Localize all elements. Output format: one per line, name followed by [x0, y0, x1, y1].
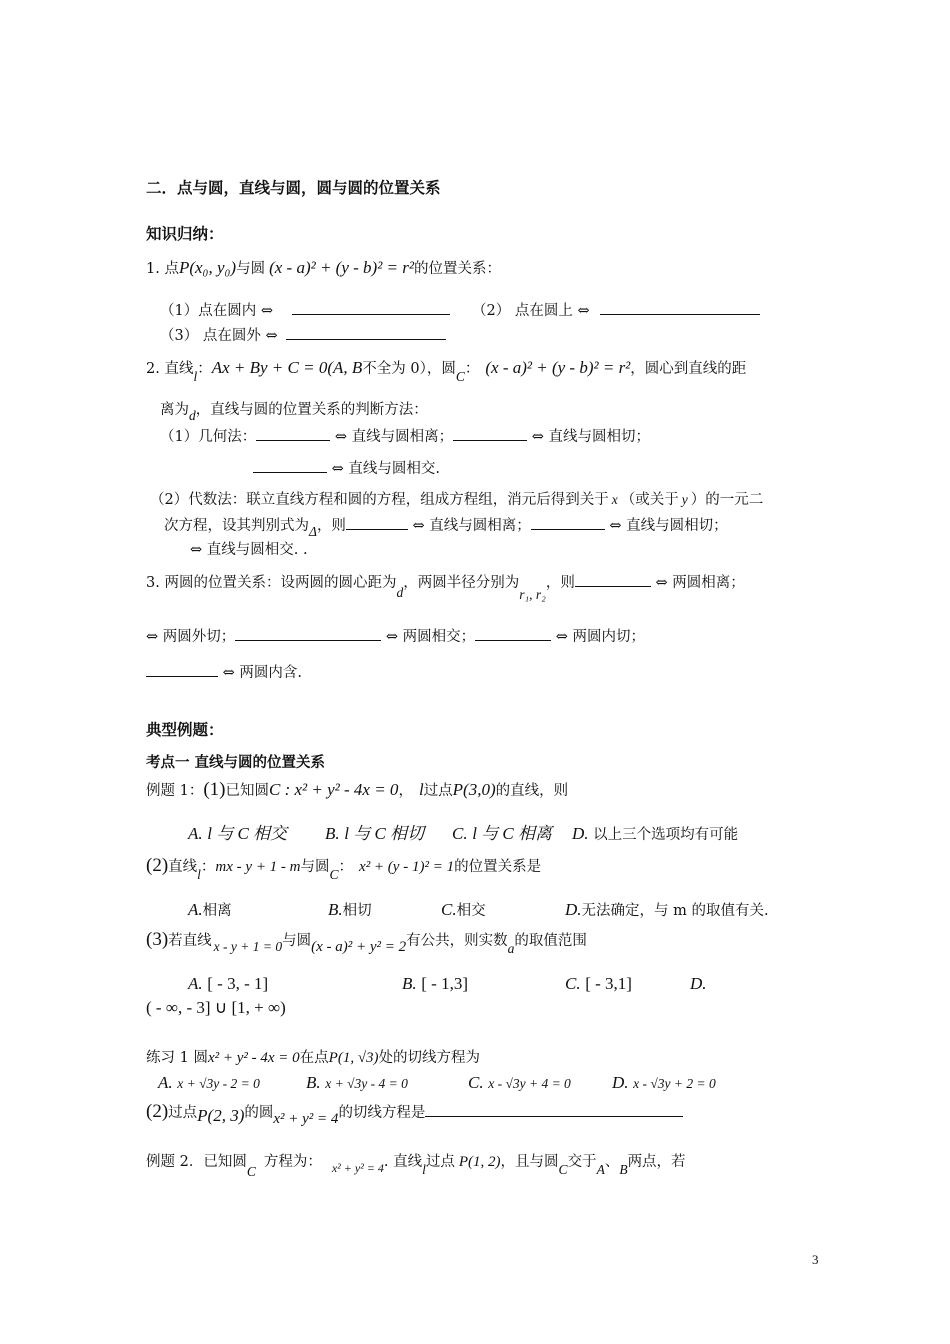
ex1-3-opt-c-text: [ - 3,1]	[585, 974, 632, 993]
prac1-opt-a-text: x + √3y - 2 = 0	[177, 1076, 260, 1091]
ex1-2-opt-c-text: 相交	[456, 903, 486, 919]
ex1-point: P(3,0)	[452, 780, 496, 799]
alg-y: y	[681, 492, 688, 507]
item3-blank-far	[575, 572, 651, 587]
item1-point: P(x₀, y₀)	[178, 258, 237, 277]
ex1-3-c: 有公共，则实数	[406, 933, 508, 949]
item1-prefix: 1. 点	[146, 261, 179, 277]
item3-cross: ⇔ 两圆相交；	[385, 629, 476, 645]
topic1-heading: 考点一 直线与圆的位置关系	[146, 755, 326, 771]
item2-circle-eq: (x - a)² + (y - b)² = r²	[485, 358, 631, 377]
ex2-B: B	[619, 1162, 628, 1177]
ex1-3-opt-b[interactable]	[402, 974, 468, 995]
ex1-l: l	[418, 780, 424, 799]
ex2-line	[146, 1152, 686, 1179]
alg-sep: ⇔ 直线与圆相离；	[412, 518, 531, 534]
ex1-opt-c-text: l 与 C 相离	[472, 824, 553, 843]
ex1-3-opt-b-label: B.	[402, 974, 417, 993]
alg-line2	[164, 515, 728, 539]
ex1-2-opt-c[interactable]	[441, 900, 486, 921]
ex2-b: 方程为：	[263, 1154, 322, 1170]
prac1-circle: x² + y² - 4x = 0	[207, 1050, 300, 1066]
ex1-opt-a[interactable]	[188, 824, 287, 845]
item2-line1	[146, 358, 747, 384]
item2-line2a: 离为	[160, 402, 189, 418]
alg-x: x	[611, 492, 618, 507]
ex1-2-opt-a-label: A.	[188, 900, 203, 919]
ex2-d: . 直线	[383, 1154, 423, 1170]
ex1-3-line-eq: x - y + 1 = 0	[213, 939, 283, 954]
ex1-2-c: C	[329, 867, 339, 882]
item3-blank-contain	[146, 662, 218, 677]
ex2-c2: C	[558, 1162, 568, 1177]
ex1-2-colon: ：	[200, 859, 216, 875]
item2-not-all-zero: 不全为 0），圆	[362, 361, 456, 377]
ex1-2-opt-a-text: 相离	[202, 903, 232, 919]
ex2-c: C	[246, 1164, 256, 1179]
ex1-2-l: l	[197, 867, 201, 882]
ex1-opt-a-label: A.	[188, 824, 203, 843]
ex2-circle: x² + y² = 4	[331, 1161, 384, 1175]
ex1-2-circle: x² + (y - 1)² = 1	[359, 859, 455, 875]
ex1-3-opt-c[interactable]	[565, 974, 632, 995]
ex1-opt-d-text: 以上三个选项均有可能	[593, 827, 739, 843]
ex1-label: 例题 1：	[146, 783, 204, 799]
item3-far: ⇔ 两圆相离；	[655, 575, 745, 591]
item3-r: r₁, r₂	[519, 587, 546, 602]
prac1-2-b: 的圆	[244, 1105, 274, 1121]
ex1-2-opt-b-label: B.	[328, 900, 343, 919]
item3-contain: ⇔ 两圆内含.	[222, 665, 302, 681]
item1-on-label: （2） 点在圆上 ⇔	[472, 303, 590, 319]
prac1-opt-c[interactable]	[468, 1073, 571, 1094]
alg-delta: Δ	[309, 524, 317, 539]
item2-line-eq: Ax + By + C = 0(A, B	[211, 358, 363, 377]
ex1-c: 过点	[423, 783, 453, 799]
item1-inside	[160, 300, 450, 321]
ex2-a: 例题 2．已知圆	[146, 1154, 247, 1170]
prac1-opt-b-text: x + √3y - 4 = 0	[325, 1076, 408, 1091]
prac1-opt-d-label: D.	[612, 1073, 629, 1092]
item1-inside-blank	[292, 300, 450, 315]
ex1-opt-b[interactable]	[325, 824, 424, 845]
ex1-2-opt-b[interactable]	[328, 900, 372, 921]
ex1-3-opt-b-text: [ - 1,3]	[421, 974, 468, 993]
geo-line	[160, 426, 650, 447]
ex1-opt-c[interactable]	[452, 824, 552, 845]
item3-blank-cross	[235, 626, 381, 641]
knowledge-heading: 知识归纳：	[146, 225, 224, 243]
ex1-circle: C : x² + y² - 4x = 0	[269, 780, 399, 799]
ex1-3-opt-d-label: D.	[690, 974, 707, 993]
ex2-f: ，且与圆	[500, 1154, 559, 1170]
ex1-3-circle: (x - a)² + y² = 2	[311, 939, 407, 955]
item1-on-blank	[600, 300, 760, 315]
item1-outside-blank	[286, 325, 446, 340]
ex1-opt-d[interactable]	[572, 824, 738, 845]
ex1-2-opt-d-text: 无法确定，与 m 的取值有关.	[581, 903, 769, 919]
alg-blank-sep	[346, 515, 408, 530]
prac1-point: P(1, √3)	[328, 1050, 379, 1066]
item2-d: d	[189, 408, 196, 423]
item3-ext: ⇔ 两圆外切；	[146, 629, 236, 645]
alg-line2b: ，则	[316, 518, 346, 534]
ex1-3-line	[146, 929, 587, 956]
prac1-b: 在点	[299, 1050, 329, 1066]
ex1-3-var: a	[507, 941, 515, 956]
alg-line2a: 次方程，设其判别式为	[164, 518, 309, 534]
ex1-3-opt-d-cont	[146, 998, 286, 1019]
ex1-3-opt-a-label: A.	[188, 974, 203, 993]
alg-line1a: （2）代数法：联立直线方程和圆的方程，组成方程组，消元后得到关于	[150, 492, 609, 508]
item2-colon2: ：	[464, 361, 480, 377]
geo-int: ⇔ 直线与圆相交.	[331, 461, 440, 477]
item1-equation: (x - a)² + (y - b)² = r²	[269, 258, 414, 277]
ex2-i: 两点，若	[627, 1154, 686, 1170]
ex2-point: P(1, 2)	[458, 1154, 501, 1170]
prac1-2-line	[146, 1101, 683, 1127]
examples-heading: 典型例题：	[146, 721, 224, 739]
prac1-opt-b-label: B.	[306, 1073, 321, 1092]
ex1-2-a: 直线	[168, 859, 198, 875]
ex1-2-opt-c-label: C.	[441, 900, 457, 919]
geo-label: （1）几何法：	[160, 429, 257, 445]
prac1-line	[146, 1048, 480, 1068]
prac1-opt-d[interactable]	[612, 1073, 716, 1094]
alg-line1b: （或关于	[620, 492, 679, 508]
item2-prefix: 2. 直线	[146, 361, 194, 377]
item1-inside-label: （1）点在圆内 ⇔	[160, 303, 273, 319]
geo-line2	[253, 458, 440, 479]
prac1-opt-a-label: A.	[158, 1073, 173, 1092]
geo-tan: ⇔ 直线与圆相切；	[531, 429, 650, 445]
section-title: 二．点与圆，直线与圆，圆与圆的位置关系	[146, 179, 441, 197]
ex1-2-part: (2)	[146, 855, 169, 876]
item3-b: ，两圆半径分别为	[403, 575, 520, 591]
prac1-c: 处的切线方程为	[378, 1050, 481, 1066]
item3-line3	[146, 662, 302, 683]
ex1-2-opt-d-label: D.	[565, 900, 582, 919]
item3-blank-int	[475, 626, 551, 641]
ex1-3-opt-a-text: [ - 3, - 1]	[207, 974, 269, 993]
item3-a: 3. 两圆的位置关系：设两圆的圆心距为	[146, 575, 397, 591]
ex2-l: l	[422, 1162, 426, 1177]
alg-line3: ⇔ 直线与圆相交. .	[190, 542, 308, 558]
item1-line	[146, 258, 501, 279]
item3-d: d	[396, 585, 404, 600]
ex1-opt-c-label: C.	[452, 824, 468, 843]
ex1-3-opt-c-label: C.	[565, 974, 581, 993]
geo-sep: ⇔ 直线与圆相离；	[334, 429, 454, 445]
geo-blank-sep	[256, 426, 330, 441]
prac1-opt-b[interactable]	[306, 1073, 408, 1094]
item1-on	[472, 300, 760, 321]
item2-colon: ：	[197, 361, 212, 377]
ex1-b: 已知圆	[225, 783, 269, 799]
ex1-2-line-eq: mx - y + 1 - m	[215, 859, 301, 875]
prac1-2-part: (2)	[146, 1101, 169, 1122]
ex2-h: 、	[604, 1154, 620, 1170]
ex2-A: A	[596, 1162, 605, 1177]
prac1-2-blank	[425, 1102, 683, 1117]
prac1-opt-d-text: x - √3y + 2 = 0	[633, 1076, 716, 1091]
ex1-2-b: 与圆	[300, 859, 330, 875]
ex1-2-d: 的位置关系是	[454, 859, 542, 875]
alg-line1c: ）的一元二	[690, 492, 764, 508]
ex1-2-colon2: ：	[338, 859, 354, 875]
ex1-part1: (1)	[203, 779, 226, 800]
ex1-2-line	[146, 855, 542, 882]
ex1-opt-b-label: B.	[325, 824, 340, 843]
ex1-2-opt-b-text: 相切	[342, 903, 372, 919]
prac1-opt-c-label: C.	[468, 1073, 484, 1092]
prac1-2-c: 的切线方程是	[338, 1105, 426, 1121]
geo-blank-int	[253, 458, 327, 473]
ex1-2-opt-a[interactable]	[188, 900, 232, 921]
item1-suffix: 的位置关系：	[414, 261, 501, 277]
alg-blank-tan	[531, 515, 605, 530]
ex1-3-b: 与圆	[282, 933, 312, 949]
ex1-3-opt-a[interactable]	[188, 974, 268, 995]
prac1-2-a: 过点	[168, 1105, 198, 1121]
ex1-d: 的直线，则	[495, 783, 569, 799]
ex2-e: 过点	[425, 1154, 455, 1170]
item3-line2	[146, 626, 645, 647]
item2-l: l	[193, 369, 198, 384]
prac1-2-point: P(2, 3)	[197, 1106, 245, 1125]
ex1-opt-d-label: D.	[572, 824, 589, 843]
page-number: 3	[812, 1252, 819, 1267]
alg-tan: ⇔ 直线与圆相切；	[609, 518, 728, 534]
alg-line1	[150, 490, 763, 510]
item2-tail: ，圆心到直线的距	[630, 361, 747, 377]
ex1-3-part: (3)	[146, 929, 169, 950]
ex1-3-opt-d-cont-text: ( - ∞, - 3] ∪ [1, + ∞)	[146, 998, 286, 1017]
item2-line2	[160, 400, 428, 423]
ex1-line	[146, 780, 568, 801]
ex1-3-d: 的取值范围	[514, 933, 587, 949]
item1-outside	[160, 325, 446, 346]
geo-blank-tan	[453, 426, 527, 441]
ex1-3-a: 若直线	[168, 933, 212, 949]
item2-c: C	[455, 369, 465, 384]
item1-outside-label: （3） 点在圆外 ⇔	[160, 328, 278, 344]
prac1-2-circle: x² + y² = 4	[273, 1111, 339, 1127]
ex1-2-opt-d[interactable]	[565, 900, 769, 921]
ex1-opt-a-text: l 与 C 相交	[207, 824, 288, 843]
item3-int: ⇔ 两圆内切；	[555, 629, 646, 645]
item1-with-circle: 与圆	[236, 261, 266, 277]
item2-line2b: ，直线与圆的位置关系的判断方法：	[195, 402, 428, 418]
prac1-opt-a[interactable]	[158, 1073, 260, 1094]
prac1-a: 练习 1 圆	[146, 1050, 208, 1066]
ex1-opt-b-text: l 与 C 相切	[344, 824, 425, 843]
prac1-opt-c-text: x - √3y + 4 = 0	[488, 1076, 571, 1091]
item3-line1	[146, 572, 745, 602]
ex1-comma: ，	[398, 783, 413, 799]
item3-c: ，则	[545, 575, 575, 591]
ex2-g: 交于	[567, 1154, 597, 1170]
ex1-3-opt-d[interactable]	[690, 974, 707, 995]
